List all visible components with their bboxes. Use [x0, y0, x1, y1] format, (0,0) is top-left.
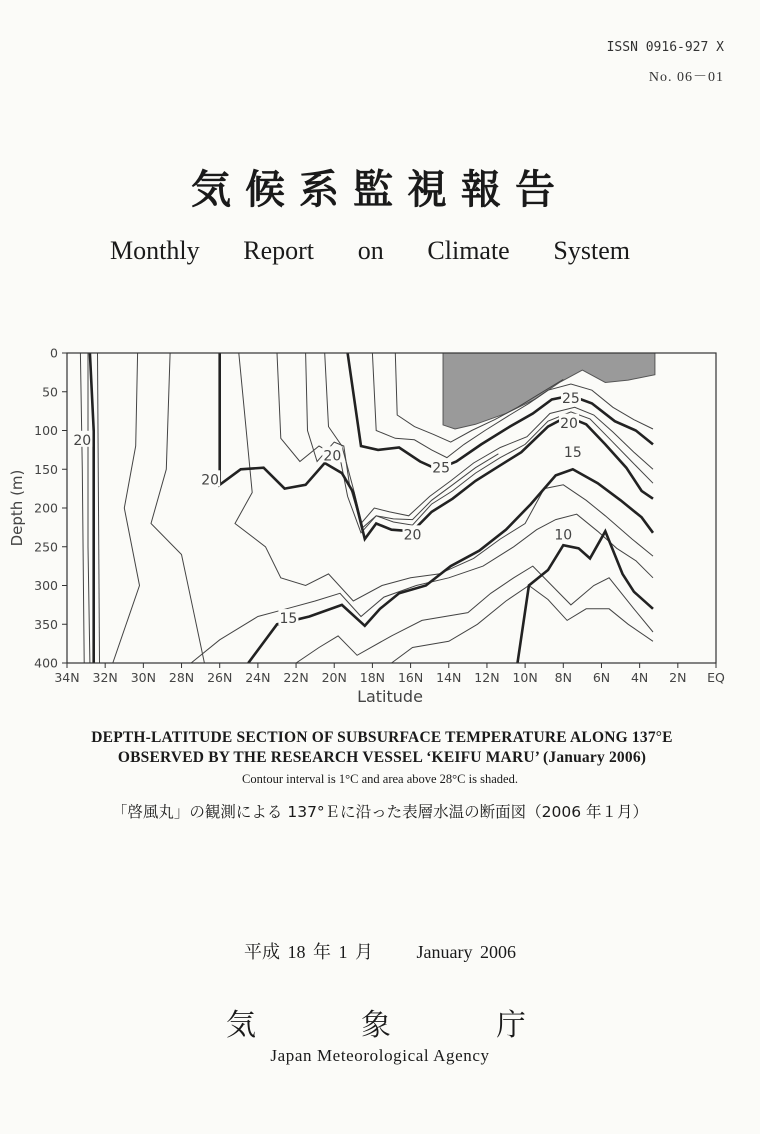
y-tick-label: 0: [50, 345, 58, 361]
x-tick-label: 20N: [321, 670, 347, 685]
y-tick-label: 400: [34, 655, 58, 671]
contour-label: 25: [432, 460, 451, 477]
x-tick-label: EQ: [707, 670, 725, 685]
temperature-section-chart: [0, 340, 760, 712]
title-japanese: 気候系監視報告: [191, 166, 569, 213]
contour-label: 15: [563, 445, 582, 462]
y-tick-label: 50: [42, 384, 58, 400]
contour-label: 20: [73, 432, 92, 449]
contour-label: 20: [560, 415, 578, 432]
x-tick-label: 28N: [168, 670, 195, 685]
publication-date: [0, 938, 760, 964]
x-tick-label: 24N: [245, 670, 271, 685]
issue-number: No. 06－01: [648, 70, 724, 85]
x-tick-label: 12N: [474, 670, 500, 685]
y-tick-label: 150: [34, 461, 58, 477]
contour-label: 20: [201, 472, 220, 489]
y-tick-label: 300: [34, 578, 58, 593]
contour-label: 15: [279, 611, 298, 628]
title-word: on: [357, 236, 384, 265]
x-tick-label: 18N: [359, 670, 386, 685]
contour-label: 10: [554, 527, 573, 544]
contour-label: 20: [403, 527, 422, 544]
x-tick-label: 10N: [512, 670, 538, 685]
caption-japanese: 「啓風丸」の観測による 137°Ｅに沿った表層水温の断面図（2006 年１月）: [111, 803, 649, 821]
x-axis-label: Latitude: [357, 687, 423, 706]
isotherm-line-20: [90, 353, 94, 663]
x-tick-label: 30N: [130, 670, 156, 685]
y-tick-label: 350: [34, 616, 58, 632]
y-tick-label: 100: [34, 423, 58, 438]
caption-note: Contour interval is 1°C and area above 28°C is shaded.: [242, 772, 518, 786]
isotherm-line-20: [220, 353, 653, 539]
contour-label: 25: [562, 390, 580, 407]
isotherm-line: [113, 353, 140, 663]
y-axis-label: Depth (m): [8, 469, 26, 547]
date-japanese: 平成 18 年 1 月: [244, 942, 373, 962]
x-tick-label: 2N: [669, 670, 687, 685]
x-tick-label: 32N: [92, 670, 118, 685]
title-word: Report: [243, 236, 315, 265]
title-word: Monthly: [110, 236, 200, 265]
x-tick-label: 6N: [592, 670, 611, 685]
title-word: System: [553, 236, 630, 265]
agency-char: 象: [361, 1008, 391, 1043]
isotherm-line: [151, 353, 204, 663]
x-tick-label: 22N: [283, 670, 309, 685]
x-tick-label: 14N: [436, 670, 462, 685]
agency-name-english: Japan Meteorological Agency: [270, 1046, 490, 1065]
agency-name-japanese: [226, 1000, 526, 1044]
isotherm-line: [296, 566, 653, 663]
contour-label: 20: [323, 448, 342, 465]
shaded-area-above-28c: [443, 353, 655, 429]
title-english: [110, 236, 630, 266]
caption-title: [12, 728, 752, 768]
x-tick-label: 4N: [630, 670, 649, 685]
y-tick-label: 250: [34, 539, 58, 555]
caption-line-2: OBSERVED BY THE RESEARCH VESSEL ‘KEIFU MARU’ (January 2006): [117, 749, 647, 766]
x-tick-label: 8N: [554, 670, 572, 685]
isotherm-line: [98, 353, 100, 663]
isotherm-line-15: [248, 469, 653, 663]
isotherm-line: [88, 353, 90, 663]
isotherm-line: [80, 353, 84, 663]
y-tick-label: 200: [34, 500, 58, 516]
isotherm-line-10: [518, 531, 654, 663]
agency-char: 庁: [496, 1008, 526, 1043]
date-english: January 2006: [416, 942, 516, 962]
x-tick-label: 26N: [207, 670, 233, 685]
agency-char: 気: [226, 1008, 256, 1043]
x-tick-label: 34N: [54, 670, 80, 685]
title-word: Climate: [427, 236, 510, 265]
issn-number: ISSN 0916-927 X: [606, 40, 724, 55]
x-tick-label: 16N: [397, 670, 424, 685]
caption-line-1: DEPTH-LATITUDE SECTION OF SUBSURFACE TEMPERATURE ALONG 137°E: [91, 729, 673, 746]
